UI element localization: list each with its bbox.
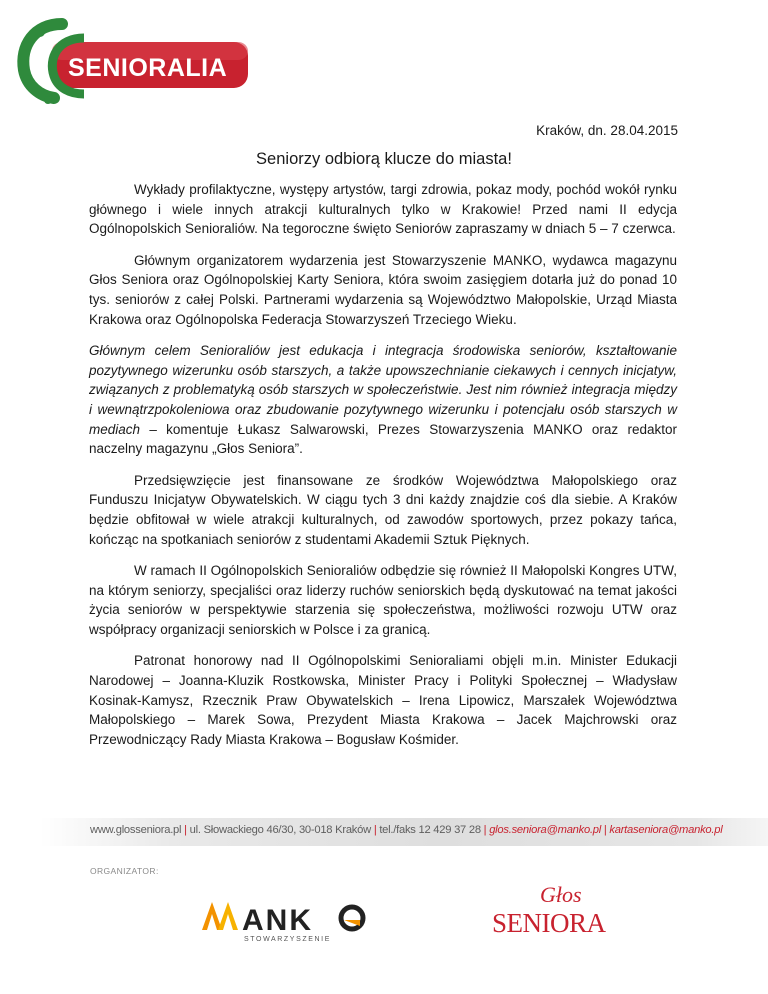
paragraph-5: W ramach II Ogólnopolskich Senioraliów odbędzie się również II Małopolski Kongres UTW, na którym seniorzy, specjaliści oraz liderzy ruchów seniorskich będą dyskutować na temat jakości życia seniorów w perspektywie starzenia się społeczeństwa, możliwości rozwoju UTW oraz współpracy organizacji seniorskich w Polsce i za granicą. (89, 563, 677, 637)
letter-body (89, 180, 677, 761)
footer-email-link-glos[interactable]: glos.seniora@manko.pl (489, 824, 602, 836)
manko-logo-graphic (200, 896, 370, 944)
paragraph-2: Głównym organizatorem wydarzenia jest Stowarzyszenie MANKO, wydawca magazynu Głos Seniora oraz Ogólnopolskiej Karty Seniora, która swoim zasięgiem dotarła już do ponad 10 tys. seniorów z całej Polski. Partnerami wydarzenia są Województwo Małopolskie, Urząd Miasta Krakowa oraz Ogólnopolska Federacja Stowarzyszeń Trzeciego Wieku. (89, 252, 677, 327)
manko-logo-text: ANK (242, 904, 313, 937)
manko-logo (200, 896, 370, 944)
paragraph-6: Patronat honorowy nad II Ogólnopolskimi Senioraliami objęli m.in. Minister Edukacji Narodowej – Joanna-Kluzik Rostkowska, Minister Pracy i Polityki Społecznej – Władysław Kosinak-Kamysz, Rzecznik Praw Obywatelskich – Irena Lipowicz, Marszałek Województwa Małopolskiego – Marek Sowa, Prezydent Miasta Krakowa – Jacek Majchrowski oraz Przewodniczący Rady Miasta Krakowa – Bogusław Kośmider. (89, 653, 677, 747)
footer-separator: | (603, 824, 607, 836)
footer-website-link[interactable]: www.glosseniora.pl (90, 824, 182, 836)
footer-separator: | (373, 824, 377, 836)
letter-title: Seniorzy odbiorą klucze do miasta! (256, 150, 512, 168)
footer-phone: tel./faks 12 429 37 28 (379, 824, 481, 836)
glos-logo-seniora: SENIORA (492, 908, 606, 938)
quote-italic: Głównym celem Senioraliów jest edukacja i integracja środowiska seniorów, kształtowanie pozytywnego wizerunku osób starszych, a także upowszechnianie ciekawych i cennych inicjatyw, związanych z problematyką osób starszych w społeczeństwie. Jest nim również integracja między i wewnątrzpokoleniowa oraz zbudowanie pozytywnego wizerunku i potencjału osób starszych w mediach (89, 343, 677, 437)
paragraph-4: Przedsięwzięcie jest finansowane ze środków Województwa Małopolskiego oraz Funduszu Inicjatyw Obywatelskich. W ciągu tych 3 dni każdy znajdzie coś dla siebie. A Kraków będzie obfitował w wiele atrakcji kulturalnych, od zawodów sportowych, przez pokazy tańca, kończąc na spotkaniach seniorów z studentami Akademii Sztuk Pięknych. (89, 472, 677, 547)
letter-date: Kraków, dn. 28.04.2015 (536, 123, 678, 138)
footer-contact (90, 824, 722, 836)
organizer-label: ORGANIZATOR: (90, 866, 159, 876)
senioralia-logo-text: SENIORALIA (68, 54, 228, 82)
glos-seniora-logo-graphic (488, 880, 608, 942)
paragraph-3 (89, 341, 677, 459)
footer-separator: | (483, 824, 487, 836)
footer-email-link-karta[interactable]: kartaseniora@manko.pl (609, 824, 723, 836)
glos-logo-script: Głos (540, 882, 582, 907)
paragraph-1: Wykłady profilaktyczne, występy artystów, targi zdrowia, pokaz mody, pochód wokół rynku głównego i wiele innych atrakcji kulturalnych tylko w Krakowie! Przed nami II edycja Ogólnopolskich Senioraliów. Na tegoroczne święto Seniorów zapraszamy w dniach 5 – 7 czerwca. (89, 182, 677, 237)
senioralia-logo (14, 14, 254, 106)
glos-seniora-logo (488, 880, 608, 942)
manko-subtitle: STOWARZYSZENIE (244, 936, 331, 943)
footer-separator: | (184, 824, 187, 836)
quote-attribution: – komentuje Łukasz Salwarowski, Prezes Stowarzyszenia MANKO oraz redaktor naczelny magazynu „Głos Seniora”. (89, 421, 677, 457)
footer-address: ul. Słowackiego 46/30, 30-018 Kraków (189, 824, 371, 836)
senioralia-logo-graphic (14, 14, 254, 106)
